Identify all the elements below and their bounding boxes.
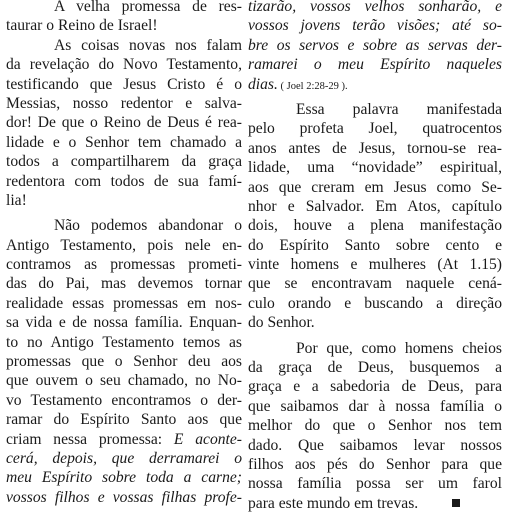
text-line: contramos as promessas prometi- [6, 256, 242, 274]
text-line: sa vida e de nossa família. Enquan- [6, 314, 242, 332]
text-line: melhor do que o Senhor nos tem [248, 417, 502, 435]
text-line: dor! De que o Reino de Deus é rea- [6, 114, 242, 132]
text-line [248, 75, 502, 94]
scripture-quote-line: vossos filhos e vossas filhas profe- [6, 488, 242, 506]
text-line: do Espírito Santo sobre cento e [248, 236, 502, 254]
text-line: pelo profeta Joel, quatrocentos [248, 120, 502, 138]
scripture-quote-line: tizarão, vossos velhos sonharão, e [248, 0, 502, 15]
text-line: vo Testamento encontramos o der- [6, 391, 242, 409]
text-line: das do Pai, mas devemos tornar [6, 275, 242, 293]
text-line: Por que, como homens cheios [296, 339, 502, 357]
scripture-quote-line: bre os servos e sobre as servas der- [248, 36, 502, 54]
scripture-quote-line: vossos jovens terão visões; até so- [248, 17, 502, 35]
text-line: redentora com todos de sua famí- [6, 172, 242, 190]
text-line: ramar do Espírito Santo aos que [6, 411, 242, 429]
scripture-quote-line: meu Espírito sobre toda a carne; [6, 469, 242, 487]
text-line: Antigo Testamento, pois nele en- [6, 236, 242, 254]
text-line: Não podemos abandonar o [54, 217, 242, 235]
text-line: nossa família possa ser um farol [248, 475, 502, 493]
text-line: da revelação do Novo Testamento, [6, 56, 242, 74]
text-line: A velha promessa de res- [54, 0, 242, 15]
left-column [6, 0, 242, 507]
text-line: todos a compartilharem da graça [6, 153, 242, 171]
text-line: realidade essas promessas em nos- [6, 294, 242, 312]
text-line [6, 430, 242, 449]
scripture-quote-line: ramarei o meu Espírito naqueles [248, 56, 502, 74]
text-line: to no Antigo Testamento temos as [6, 333, 242, 351]
scripture-quote: dias. [248, 75, 278, 93]
text-run: criam nessa promessa: [6, 430, 163, 448]
text-line: filhos aos pés do Senhor para que [248, 455, 502, 473]
text-line: Messias, nosso redentor e salva- [6, 94, 242, 112]
text-line [248, 494, 502, 513]
text-line: graça e a sabedoria de Deus, para [248, 378, 502, 396]
text-line: que ouvem o seu chamado, no No- [6, 372, 242, 390]
text-line: promessas que o Senhor deu aos [6, 353, 242, 371]
text-line: dado. Que saibamos levar nossos [248, 436, 502, 454]
text-line: nhor e Salvador. Em Atos, capítulo [248, 197, 502, 215]
text-line: testificando que Jesus Cristo é o [6, 75, 242, 93]
text-line: que se encontravam naquele cená- [248, 275, 502, 293]
text-line: aos que creram em Jesus como Se- [248, 178, 502, 196]
text-line: lia! [6, 191, 27, 209]
text-line: da graça de Deus, busquemos a [248, 359, 502, 377]
scripture-quote-line: cerá, depois, que derramarei o [6, 449, 242, 467]
text-line: As coisas novas nos falam [54, 36, 242, 54]
end-of-article-square-icon [452, 499, 460, 507]
text-line: culo orando e buscando a direção [248, 294, 502, 312]
text-line: vinte homens e mulheres (At 1.15) [248, 256, 502, 274]
text-line: que saibamos dar à nossa família o [248, 397, 502, 415]
text-line: lidade e o Senhor tem chamado a [6, 133, 242, 151]
text-line: taurar o Reino de Israel! [6, 17, 158, 35]
scripture-quote: E aconte- [162, 430, 242, 448]
text-line: do Senhor. [248, 314, 315, 332]
text-line: anos antes de Jesus, tornou-se rea- [248, 139, 502, 157]
right-column [248, 0, 502, 513]
scripture-reference: ( Joel 2:28-29 ). [277, 80, 348, 92]
text-line: lidade, uma “novidade” espiritual, [248, 159, 502, 177]
text-run: para este mundo em trevas. [248, 494, 419, 512]
text-line: Essa palavra manifestada [296, 100, 502, 118]
text-line: dois, houve a plena manifestação [248, 217, 502, 235]
